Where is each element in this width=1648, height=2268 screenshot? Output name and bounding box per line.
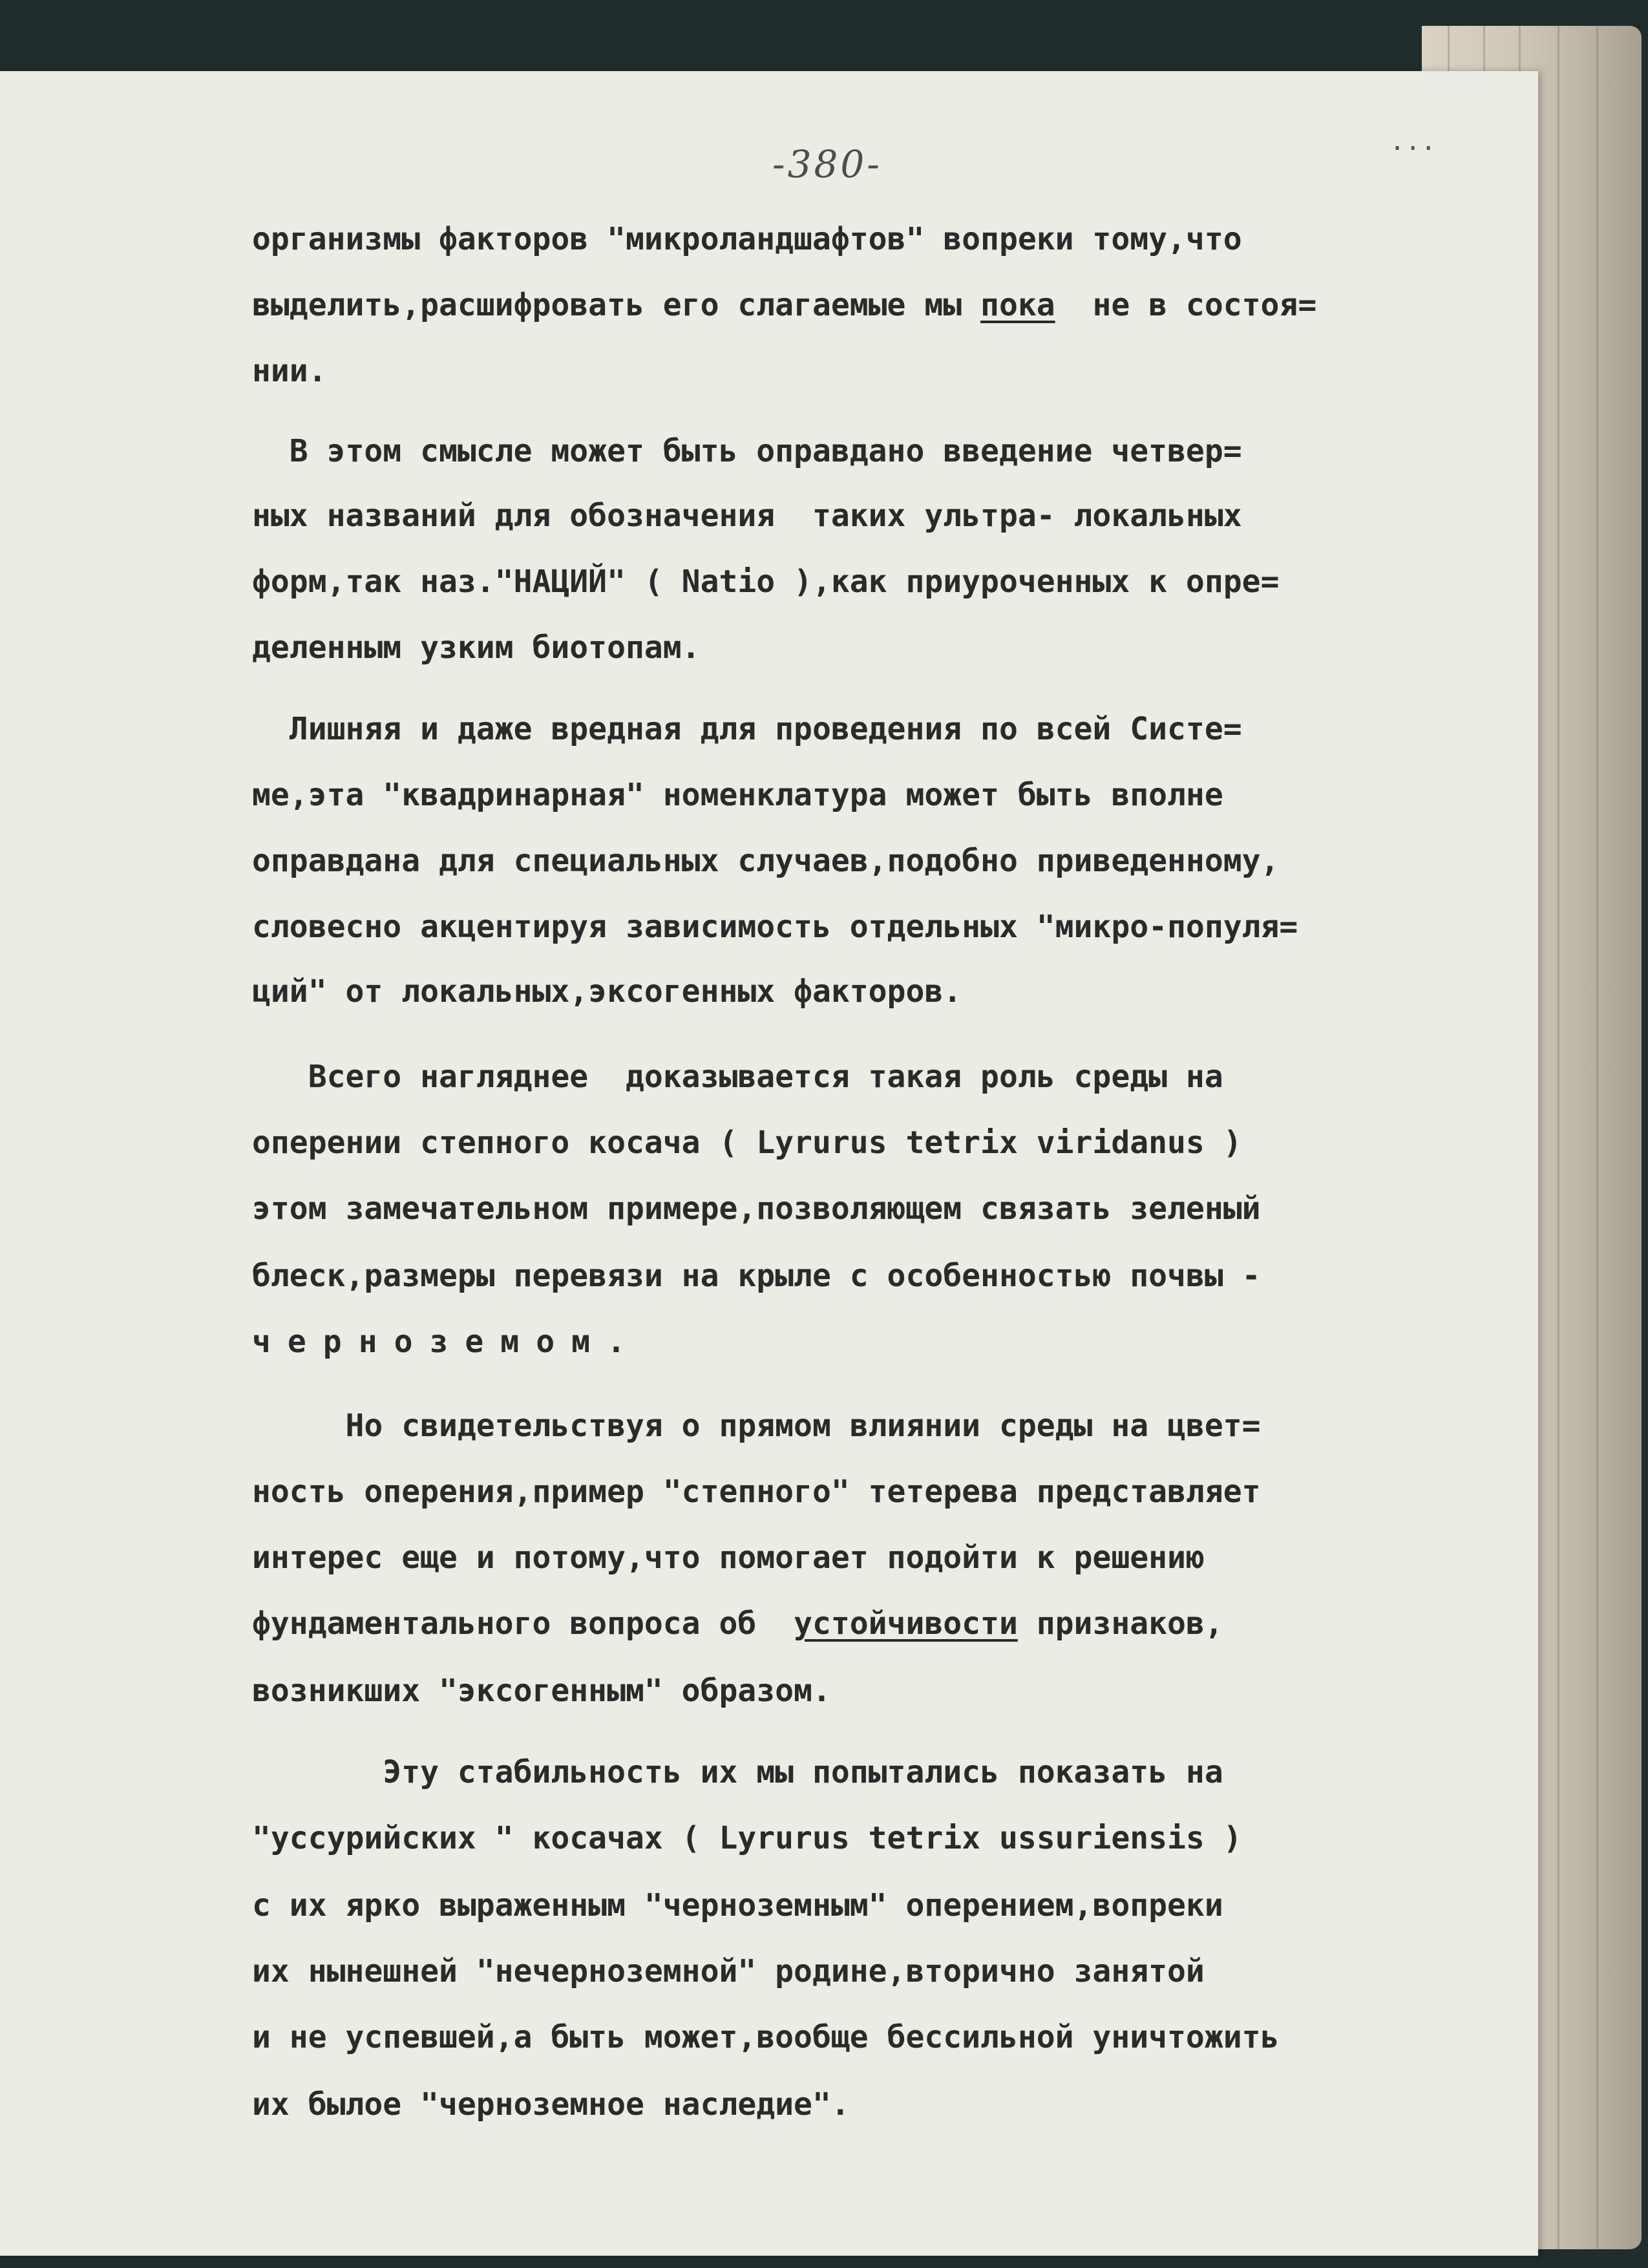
text-line: оперении степного косача ( Lyrurus tetrix viridanus ) (252, 1125, 1242, 1161)
text-line: выделить,расшифровать его слагаемые мы пока не в состоя= (252, 287, 1317, 323)
text-line: В этом смысле может быть оправдано введение четвер= (252, 433, 1242, 469)
page-number: -380- (772, 142, 882, 186)
typewritten-page (0, 71, 1538, 2256)
text-line: Но свидетельствуя о прямом влиянии среды на цвет= (252, 1408, 1261, 1444)
text-line: этом замечательном примере,позволяющем связать зеленый (252, 1191, 1261, 1227)
text-line: фундаментального вопроса об устойчивости признаков, (252, 1606, 1223, 1642)
text-line: ций" от локальных,эксогенных факторов. (252, 973, 962, 1010)
text-line: Лишняя и даже вредная для проведения по всей Систе= (252, 711, 1242, 747)
text-line-spaced: черноземом. (252, 1324, 642, 1360)
text-line: Эту стабильность их мы попытались показать на (252, 1754, 1223, 1790)
text-line: нии. (252, 353, 327, 389)
text-line: Всего нагляднее доказывается такая роль среды на (252, 1059, 1223, 1095)
text-line: словесно акцентируя зависимость отдельных "микро-популя= (252, 909, 1298, 945)
text-line: ность оперения,пример "степного" тетерева представляет (252, 1474, 1261, 1510)
text-line: их былое "черноземное наследие". (252, 2086, 850, 2123)
text-line: оправдана для специальных случаев,подобно приведенному, (252, 843, 1280, 879)
text-line: возникших "эксогенным" образом. (252, 1673, 831, 1709)
text-line: ных названий для обозначения таких ультра- локальных (252, 498, 1242, 534)
text-line: интерес еще и потому,что помогает подойти к решению (252, 1540, 1205, 1576)
underlined-word: устойчивости (794, 1606, 1018, 1642)
corner-mark: ... (1389, 127, 1437, 156)
text-line: "уссурийских " косачах ( Lyrurus tetrix ussuriensis ) (252, 1820, 1242, 1856)
text-line: ме,эта "квадринарная" номенклатура может быть вполне (252, 777, 1223, 813)
text-line: с их ярко выраженным "черноземным" оперением,вопреки (252, 1887, 1223, 1924)
text-line: блеск,размеры перевязи на крыле с особенностью почвы - (252, 1258, 1261, 1294)
text-line: организмы факторов "микроландшафтов" вопреки тому,что (252, 221, 1242, 257)
text-line: и не успевшей,а быть может,вообще бессильной уничтожить (252, 2019, 1280, 2055)
underlined-word: пока (980, 287, 1055, 323)
text-line: форм,так наз."НАЦИЙ" ( Natio ),как приуроченных к опре= (252, 564, 1280, 600)
text-line: их нынешней "нечерноземной" родине,вторично занятой (252, 1953, 1205, 1989)
text-line: деленным узким биотопам. (252, 630, 701, 666)
